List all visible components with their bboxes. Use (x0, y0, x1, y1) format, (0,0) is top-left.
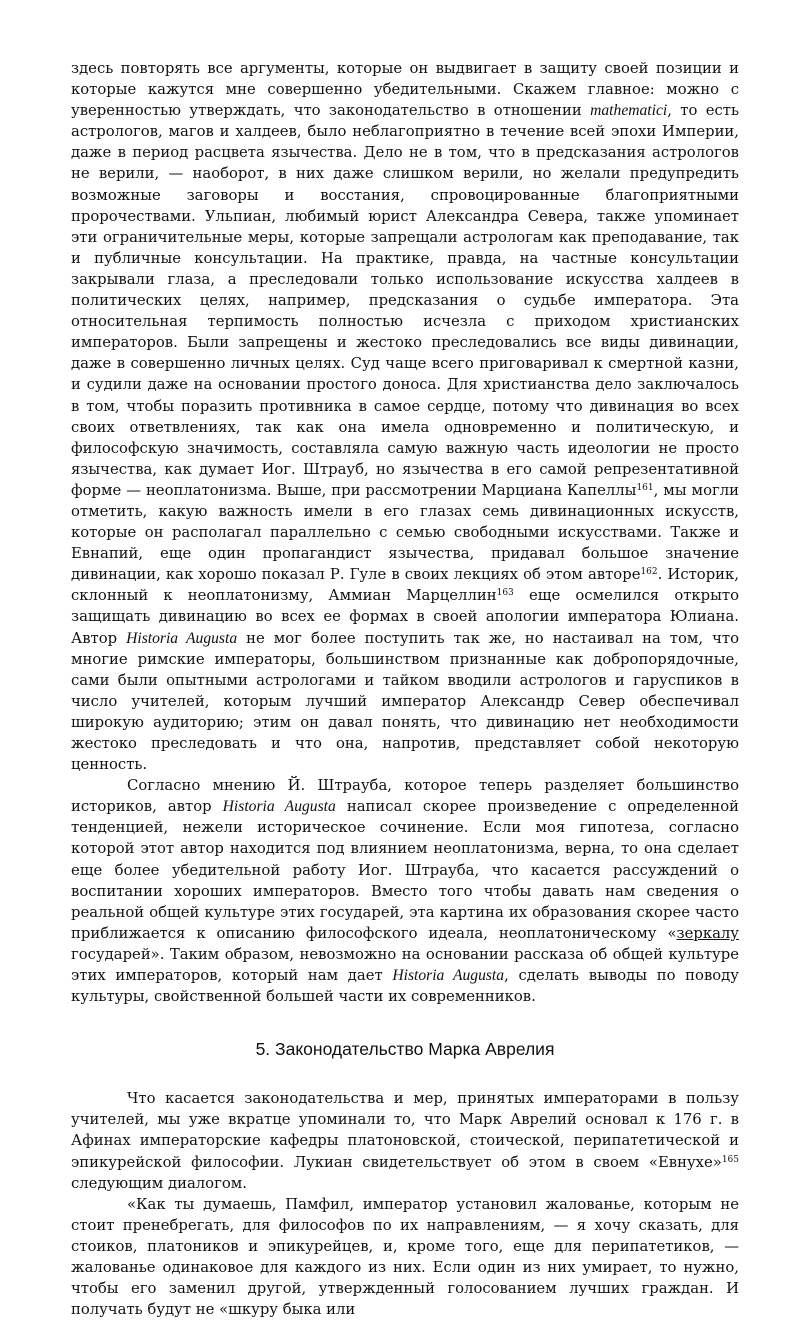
paragraph-text: Согласно мнению Й. Штрауба, которое теперь разделяет большинство историков, автор (71, 777, 739, 816)
body-paragraph-1 (71, 58, 739, 775)
paragraph-text: написал скорее произведение с определенной тенденцией, нежели историческое сочинение. Если моя гипотеза, согласно которой этот автор находится под влиянием неоплатонизма, верна, то она сделает еще более убедительной работу Иог. Штрауба, что касается рассуждений о воспитании хороших императоров. Вместо того чтобы давать нам сведения о реальной общей культуре этих государей, эта картина их образования скорее часто приближается к описанию философского идеала, неоплатоническому « (71, 798, 739, 942)
underlined-word: зеркалу (676, 924, 739, 942)
paragraph-text: , то есть астрологов, магов и халдеев, было неблагоприятно в течение всей эпохи Империи, даже в период расцвета язычества. Дело не в том, что в предсказания астрологов не верили, — наоборот, в них даже слишком верили, но желали предупредить возможные заговоры и восстания, спровоцированные благоприятными пророчествами. Ульпиан, любимый юрист Александра Севера, также упоминает эти ограничительные меры, которые запрещали астрологам как преподавание, так и публичные консультации. На практике, правда, на частные консультации закрывали глаза, а преследовали только использование искусства халдеев в политических целях, например, предсказания о судьбе императора. Эта относительная терпимость полностью исчезла с приходом христианских императоров. Были запрещены и жестоко преследовались все виды дивинации, даже в совершенно личных целях. Суд чаще всего приговаривал к смертной казни, и судили даже на основании простого доноса. Для христианства дело заключалось в том, чтобы поразить противника в самое сердце, потому что дивинация во всех своих ответвлениях, так как она имела одновременно и политическую, и философскую значимость, составляла самую важную часть идеологии не просто язычества, как думает Иог. Штрауб, но язычества в его самой репрезентативной форме — неоплатонизма. Выше, при рассмотрении Марциана Капеллы (71, 102, 739, 499)
paragraph-text: Что касается законодательства и мер, принятых императорами в пользу учителей, мы уже вкратце упоминали то, что Марк Аврелий основал к 176 г. в Афинах императорские кафедры платоновской, стоической, перипатетической и эпикурейской философии. Лукиан свидетельствует об этом в своем «Евнухе» (71, 1090, 739, 1171)
footnote-ref-162[interactable]: 162 (640, 567, 658, 578)
paragraph-text: здесь повторять все аргументы, которые он выдвигает в защиту своей позиции и которые кажутся мне совершенно убедительными. Скажем главное: можно с уверенностью утверждать, что законодательство в отношении (71, 60, 739, 120)
document-page (71, 58, 739, 1320)
paragraph-text: «Как ты думаешь, Памфил, император установил жалованье, которым не стоит пренебрегать, для философов по их направлениям, — я хочу сказать, для стоиков, платоников и эпикурейцев, и, кроме того, еще для перипатетиков, — жалованье одинаковое для каждого из них. Если один из них умирает, то нужно, чтобы его заменил другой, утвержденный голосованием лучших граждан. И получать будут не «шкуру быка или (71, 1195, 739, 1319)
paragraph-text: еще осмелился открыто защищать дивинацию во всех ее формах в своей апологии императора Юлиана. Автор (71, 587, 740, 647)
body-paragraph-2 (71, 775, 739, 1007)
footnote-ref-161[interactable]: 161 (636, 482, 654, 493)
body-paragraph-3 (71, 1088, 739, 1193)
footnote-ref-165[interactable]: 165 (721, 1154, 739, 1165)
paragraph-text: государей». Таким образом, невозможно на основании рассказа об общей культуре этих императоров, который нам дает (71, 945, 739, 985)
paragraph-text: . Историк, склонный к неоплатонизму, Аммиан Марцеллин (71, 566, 739, 605)
section-heading: 5. Законодательство Марка Аврелия (255, 1039, 555, 1060)
paragraph-text: не мог более поступить так же, но настаивал на том, что многие римские императоры, большинством признанные как добропорядочные, сами были опытными астрологами и тайком вводили астрологов и гаруспиков в число учителей, которым лучший император Александр Север обеспечивал широкую аудиторию; этим он давал понять, что дивинацию нет необходимости жестоко преследовать и что она, напротив, представляет собой некоторую ценность. (71, 629, 739, 774)
paragraph-text: , сделать выводы по поводу культуры, свойственной большей части их современников. (71, 967, 739, 1006)
italic-title: Historia Augusta (222, 798, 336, 816)
paragraph-text: , мы могли отметить, какую важность имели в его глазах семь дивинационных искусств, которые он располагал параллельно с семью свободными искусствами. Также и Евнапий, еще один пропагандист язычества, придавал большое значение дивинации, как хорошо показал Р. Гуле в своих лекциях об этом авторе (71, 481, 739, 584)
italic-title: Historia Augusta (392, 967, 505, 985)
italic-title: Historia Augusta (126, 629, 238, 647)
italic-term: mathematici (590, 102, 668, 120)
footnote-ref-163[interactable]: 163 (496, 588, 514, 599)
body-paragraph-4 (71, 1194, 739, 1320)
paragraph-text: следующим диалогом. (71, 1174, 247, 1192)
